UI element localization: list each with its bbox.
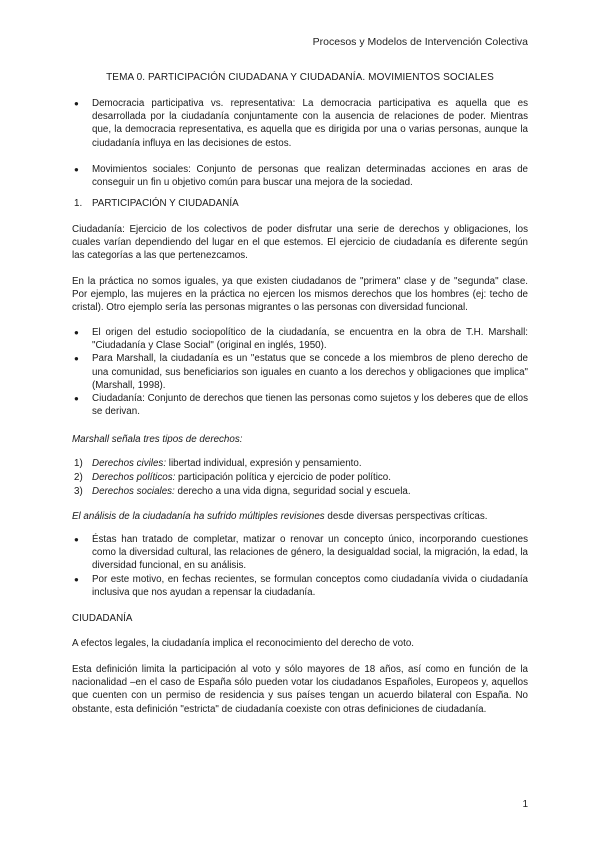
list-item: ● Ciudadanía: Conjunto de derechos que tienen las personas como sujetos y los deberes que de ellos se derivan. xyxy=(72,392,528,418)
item-number: 2) xyxy=(74,472,83,484)
right-term: Derechos civiles: xyxy=(92,458,167,469)
list-item: ● Movimientos sociales: Conjunto de personas que realizan determinadas acciones en aras de conseguir un fin u objetivo común para buscar una mejora de la sociedad. xyxy=(72,163,528,189)
page-number: 1 xyxy=(522,799,528,810)
document-title: TEMA 0. PARTICIPACIÓN CIUDADANA Y CIUDADANÍA. MOVIMIENTOS SOCIALES xyxy=(106,72,494,83)
right-description: participación política y ejercicio de poder político. xyxy=(175,472,391,484)
paragraph-definicion: Esta definición limita la participación al voto y sólo mayores de 18 años, así como en función de la nacionalidad –en el caso de España sólo pueden votar los ciudadanos Españoles, Europeos y, aquellos que cuenten con un permiso de residencia y sus países tengan un acuerdo bilateral con España. No obstante, esta definición "estricta" de ciudadanía coexiste con otras definiciones de ciudadanía. xyxy=(72,664,528,715)
list-item: ● El origen del estudio sociopolítico de la ciudadanía, se encuentra en la obra de T.H. Marshall: "Ciudadanía y Clase Social" (original en inglés, 1950). xyxy=(72,326,528,352)
paragraph-practica: En la práctica no somos iguales, ya que existen ciudadanos de "primera" clase y de "segunda" clase. Por ejemplo, las mujeres en la práctica no ejercen los mismos derechos que los hombres (ej: techo de cristal). Otro ejemplo sería las personas migrantes o las personas con diversidad funcional. xyxy=(72,276,528,314)
list-item xyxy=(72,457,528,470)
item-number: 3) xyxy=(74,486,83,498)
right-description: derecho a una vida digna, seguridad social y escuela. xyxy=(174,486,411,498)
item-number: 1) xyxy=(74,458,83,469)
section-heading-1 xyxy=(72,197,528,210)
rights-list xyxy=(72,457,528,499)
paragraph-ciudadania: Ciudadanía: Ejercicio de los colectivos de poder disfrutar una serie de derechos y obligaciones, los cuales varían dependiendo del lugar en el que estemos. El ejercicio de ciudadanía es diferente según las categorías a las que pertenezcamos. xyxy=(72,224,528,262)
list-item: ● Democracia participativa vs. representativa: La democracia participativa es aquella que es desarrollada por la ciudadanía conjuntamente con la ausencia de relaciones de poder. Mientras que, la democracia representativa, es aquella que es dirigida por una o varias personas, aunque la ciudadanía influya en las decisiones de estos. xyxy=(72,97,528,150)
list-item xyxy=(72,485,528,498)
list-item: ● Para Marshall, la ciudadanía es un "estatus que se concede a los miembros de pleno derecho de una comunidad, sus beneficiarios son iguales en cuanto a los derechos y obligaciones que implica" (Marshall, 1998). xyxy=(72,352,528,392)
section-heading-2: CIUDADANÍA xyxy=(72,613,133,624)
list-item xyxy=(72,471,528,484)
analysis-bullet-list xyxy=(72,533,528,599)
marshall-bullet-list xyxy=(72,326,528,418)
analysis-line xyxy=(72,510,528,523)
running-header: Procesos y Modelos de Intervención Colectiva xyxy=(312,36,528,48)
section-number: 1. xyxy=(74,198,83,209)
list-item: ● Éstas han tratado de completar, matizar o renovar un concepto único, incorporando cuestiones como la diversidad cultural, las relaciones de género, la desigualdad social, la migración, la edad, la diversidad funcional, en su análisis. xyxy=(72,533,528,573)
analysis-italic: El análisis de la ciudadanía ha sufrido múltiples revisiones xyxy=(72,511,325,522)
intro-bullet-list xyxy=(72,97,528,189)
analysis-rest: desde diversas perspectivas críticas. xyxy=(324,511,488,522)
section-heading-text: PARTICIPACIÓN Y CIUDADANÍA xyxy=(92,198,239,209)
paragraph-efectos: A efectos legales, la ciudadanía implica el reconocimiento del derecho de voto. xyxy=(72,638,415,649)
right-term: Derechos sociales: xyxy=(92,486,175,498)
marshall-heading: Marshall señala tres tipos de derechos: xyxy=(72,434,243,445)
right-term: Derechos políticos: xyxy=(92,472,176,484)
right-description: libertad individual, expresión y pensamiento. xyxy=(166,458,362,469)
list-item: ● Por este motivo, en fechas recientes, se formulan conceptos como ciudadanía vivida o ciudadanía inclusiva que nos ayudan a repensar la ciudadanía. xyxy=(72,573,528,599)
